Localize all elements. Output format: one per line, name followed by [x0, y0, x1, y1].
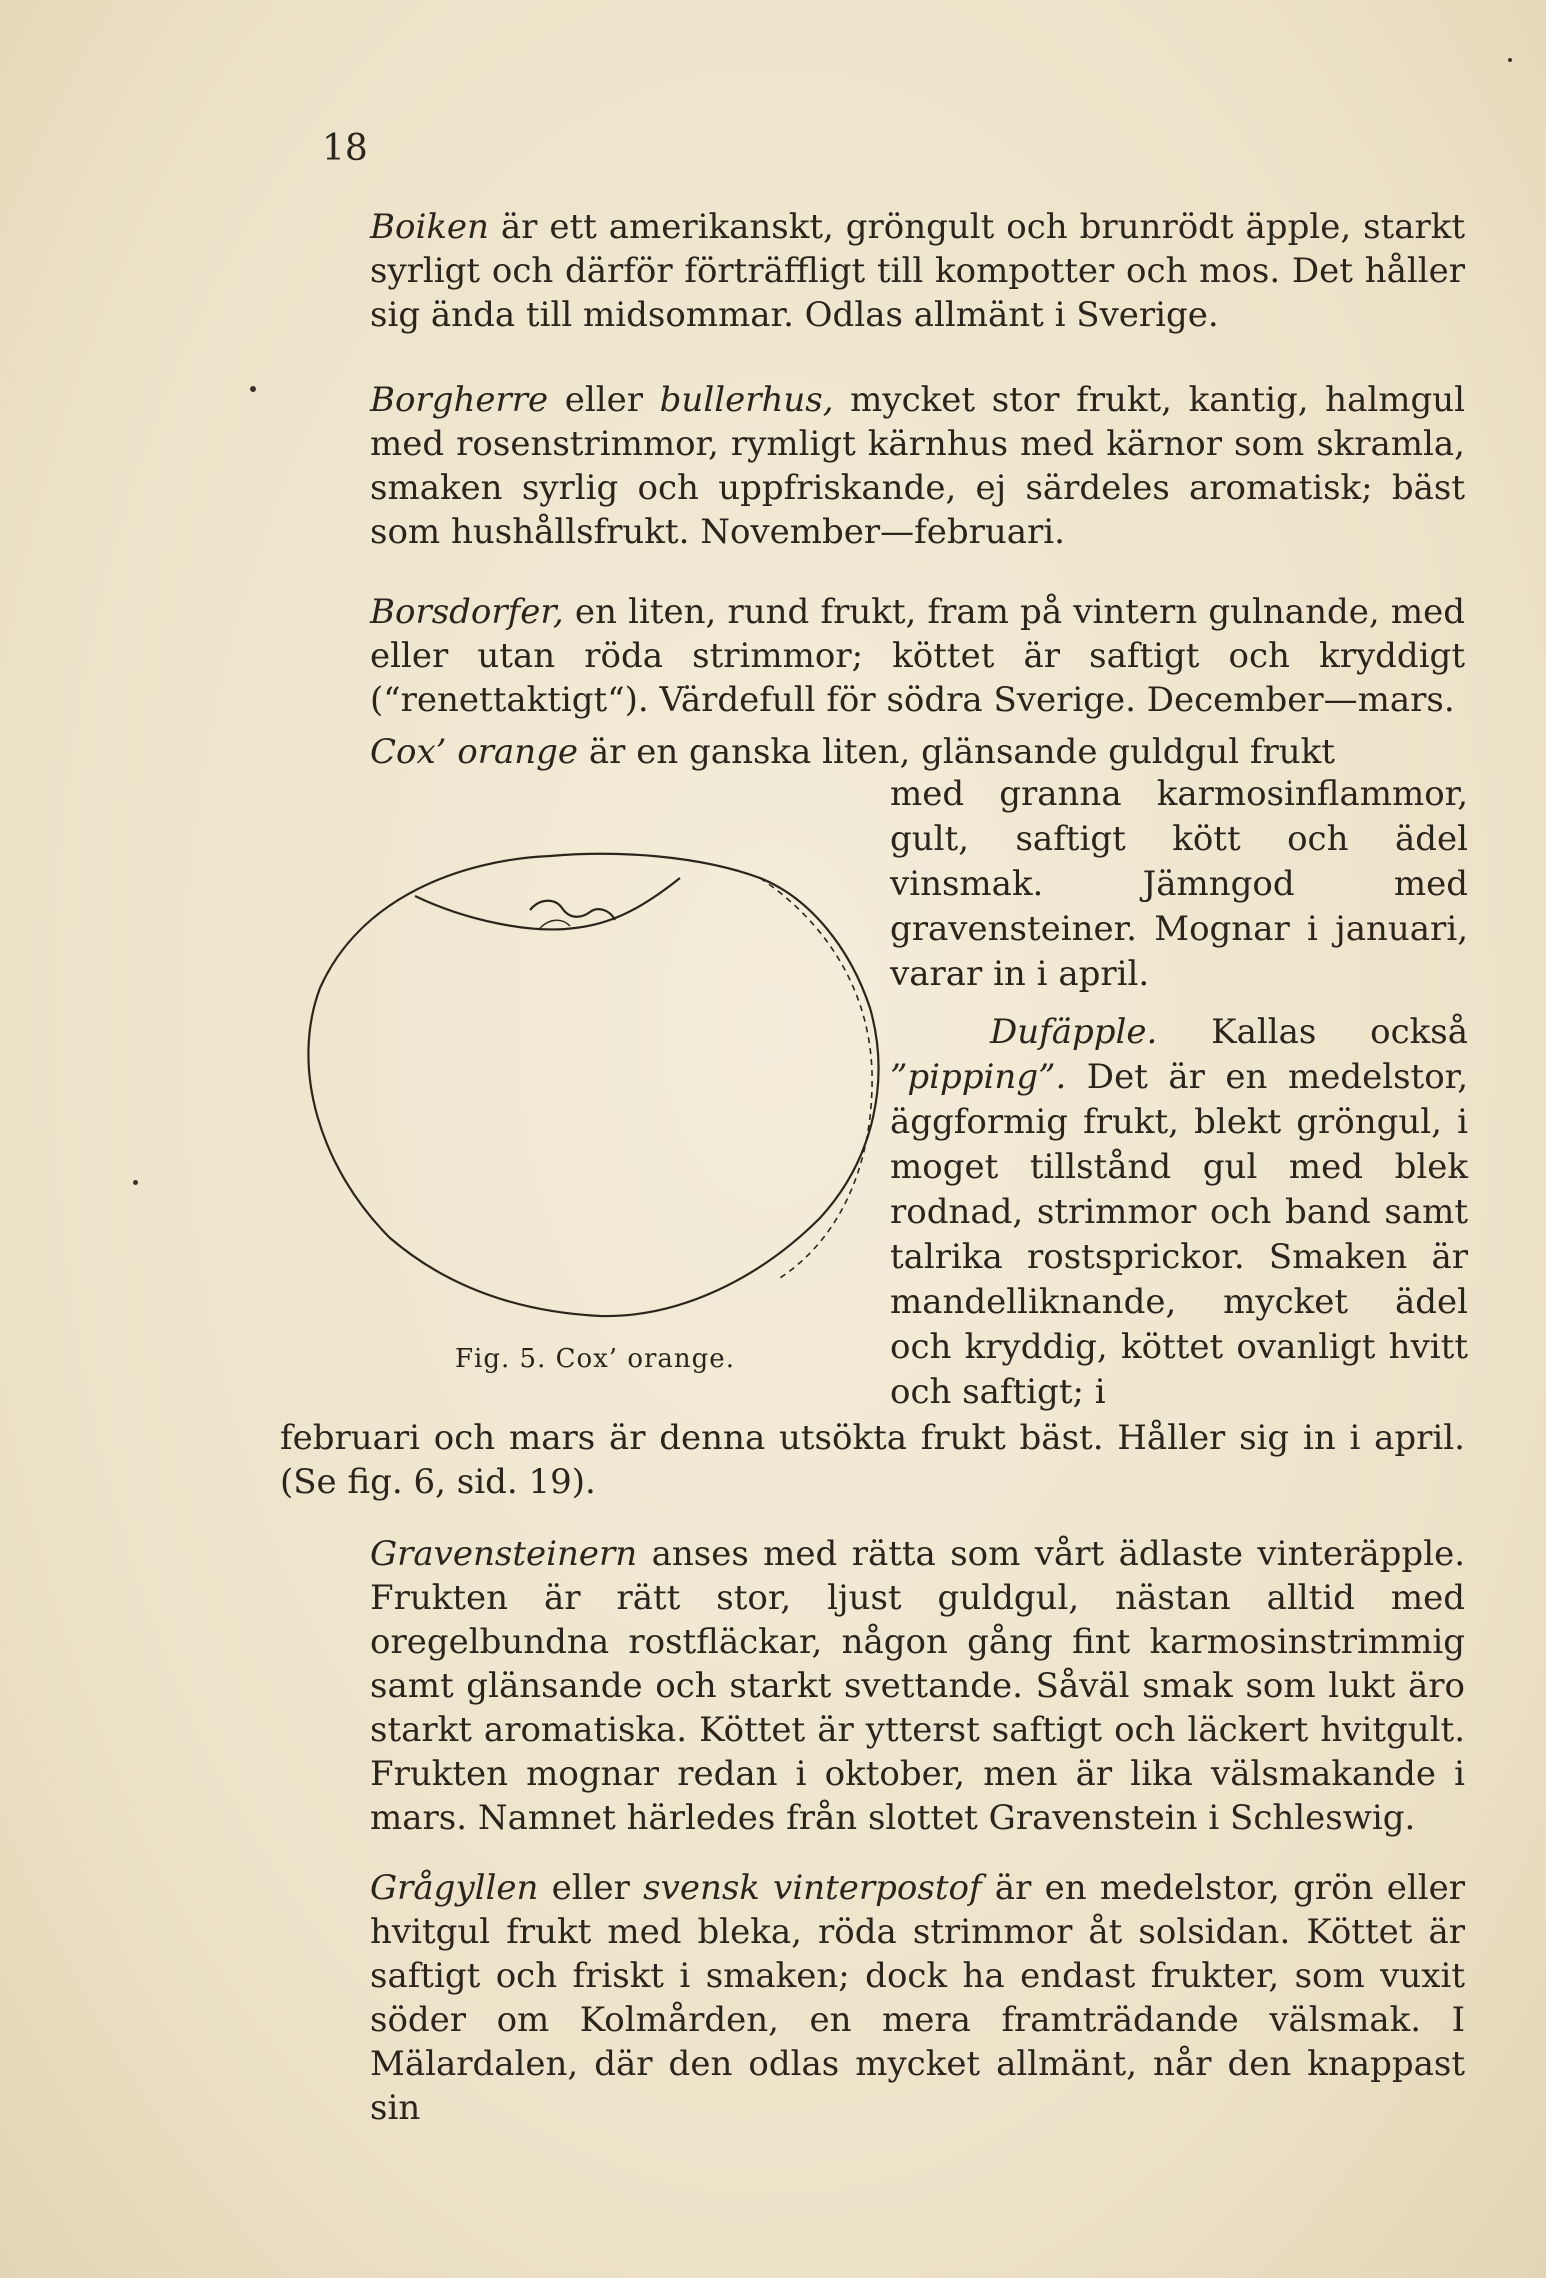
variety-alt-name: bullerhus, [659, 380, 834, 420]
paragraph-text: är ett amerikanskt, gröngult och brunrödt äpple, starkt syrligt och därför förträffligt till kompotter och mos. Det håller sig ända till midsommar. Odlas allmänt i Sverige. [370, 207, 1465, 335]
paragraph-text: är en medelstor, grön eller hvitgul frukt med bleka, röda strimmor åt solsidan. Köttet är saftigt och friskt i smaken; dock ha endast frukter, som vuxit söder om Kolmården, en mera framträdande välsmak. I Mälardalen, där den odlas mycket allmänt, når den knappast sin [370, 1868, 1465, 2128]
paragraph-gravensteinern [280, 1532, 1465, 1840]
paragraph-borsdorfer [280, 590, 1465, 722]
figure-caption: Fig. 5. Cox’ orange. [455, 1344, 735, 1374]
variety-alt-name: svensk vinterpostof [643, 1868, 982, 1908]
variety-name: Borgherre [370, 380, 549, 420]
print-speck [250, 386, 256, 392]
variety-name: Gravensteinern [370, 1534, 638, 1574]
variety-name: Borsdorfer, [370, 592, 564, 632]
paragraph-text: Det är en medelstor, äggformig frukt, blekt gröngul, i moget tillstånd gul med blek rodnad, strimmor och band samt talrika rostsprickor. Smaken är mandelliknande, mycket ädel och kryddig, köttet ovanligt hvitt och saftigt; i [890, 1057, 1468, 1412]
apple-outline-dashed [760, 878, 872, 1278]
print-speck [1508, 58, 1512, 62]
connector-text: eller [538, 1868, 644, 1908]
paragraph-borgherre [280, 378, 1465, 554]
paragraph-boiken [280, 205, 1465, 337]
variety-name: Dufäpple. [990, 1012, 1158, 1052]
connector-text: eller [548, 380, 660, 420]
page-number: 18 [322, 128, 368, 169]
paragraph-dufapple [890, 1010, 1468, 1415]
stem [530, 901, 615, 920]
variety-name: Cox’ orange [370, 732, 579, 772]
paragraph-gragyllen [280, 1866, 1465, 2130]
paragraph-text: Kallas också [1157, 1012, 1468, 1052]
paragraph-cox-orange [280, 730, 1465, 774]
paragraph-text: anses med rätta som vårt ädlaste vinteräpple. Frukten är rätt stor, ljust guldgul, nästan alltid med oregelbundna rostfläckar, någon gång fint karmosinstrimmig samt glänsande och starkt svettande. Såväl smak som lukt äro starkt aromatiska. Köttet är ytterst saftigt och läckert hvitgult. Frukten mognar redan i oktober, men är lika välsmakande i mars. Namnet härledes från slottet Gravenstein i Schleswig. [370, 1534, 1465, 1838]
variety-name: Boiken [370, 207, 489, 247]
apple-illustration [300, 838, 880, 1398]
print-speck [133, 1180, 138, 1185]
paragraph-dufapple-continuation: februari och mars är denna utsökta frukt bäst. Håller sig in i april. (Se fig. 6, sid. 19). [280, 1418, 1465, 1502]
paragraph-text: är en ganska liten, glänsande guldgul frukt [578, 732, 1335, 772]
variety-alt-name: ”pipping”. [890, 1057, 1067, 1097]
variety-name: Grågyllen [370, 1868, 539, 1908]
paragraph-text: mycket stor frukt, kantig, halmgul med rosenstrimmor, rymligt kärnhus med kärnor som skramla, smaken syrlig och uppfriskande, ej särdeles aromatisk; bäst som hushållsfrukt. November—februari. [370, 380, 1465, 552]
apple-outline [308, 854, 878, 1316]
paragraph-text: en liten, rund frukt, fram på vintern gulnande, med eller utan röda strimmor; köttet är saftigt och kryddigt (“renettaktigt“). Värdefull för södra Sverige. December—mars. [370, 592, 1465, 720]
cox-orange-column-text: med granna karmosinflammor, gult, saftigt kött och ädel vinsmak. Jämngod med gravensteiner. Mognar i januari, varar in i april. [890, 774, 1468, 994]
